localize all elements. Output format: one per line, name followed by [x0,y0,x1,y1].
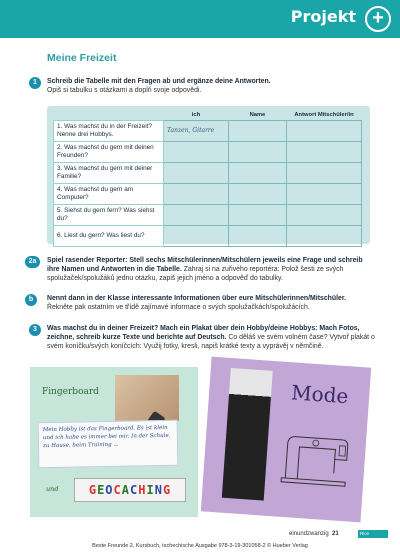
classmate-answer-cell [287,204,362,225]
table-row [54,183,362,204]
page-number-word: einundzwanzig [289,531,329,537]
table-row [54,141,362,162]
table-header-ich: ich [191,111,201,118]
task-3-text-de: Was machst du in deiner Freizeit? Mach ein Plakat über dein Hobby/deine Hobbys: Mach Fotos, zeichne, schreib kurze Texte und berichte auf Deutsch. [47,325,360,341]
task-number-1: 1 [29,77,41,89]
task-2a [47,256,377,283]
geocaching-letter: O [105,483,114,497]
geocaching-letter: A [121,483,130,497]
answer-ich-cell [164,225,229,246]
header-bar [0,0,400,38]
classmate-answer-cell [287,183,362,204]
task-3 [47,324,377,351]
geocaching-letter: H [138,483,147,497]
dress-photo [222,368,273,501]
poster-label-geocaching [74,478,186,502]
task-3-text-cz: Co děláš ve svém volném čase? Vytvoř plakát o svém koníčku/svých koníčcích: Využij fotky, kresli, napiš krátké texty a vyprávěj v němčině. [47,334,375,350]
footer-tag: Rice [358,530,388,538]
geocaching-letter: G [162,483,172,497]
task-number-2b: b [25,294,37,306]
answer-ich-cell [164,162,229,183]
name-cell [229,225,287,246]
question-cell: 5. Siehst du gern fern? Was siehst du? [54,204,164,225]
poster-label-und: und [46,485,59,493]
page-title: Projekt [290,7,356,26]
geocaching-letter: E [97,483,106,497]
task-2b [47,294,377,312]
geocaching-letter: C [113,483,122,497]
answer-ich-cell [164,183,229,204]
question-cell: 3. Was machst du gern mit deiner Familie? [54,162,164,183]
task-number-2a: 2a [25,256,40,268]
table-header-name: Name [249,111,266,118]
table-row [54,120,362,141]
answers-table [53,110,362,247]
table-header-questions [54,110,164,120]
task-2b-text-cz: Řekněte pak ostatním ve třídě zajímavé informace o svých spolužačkách/spolužácích. [47,304,310,311]
table-header-row [54,110,362,120]
classmate-answer-cell [287,141,362,162]
page-number [289,531,339,537]
task-2a-text-cz: Zahraj si na zuřivého reportéra: Polož šesti ze svých spolužaček/spolužáků jednu otázku, zapiš jejich jméno a odpověď do tabulky. [47,266,344,282]
geocaching-letter: C [130,483,139,497]
name-cell [229,183,287,204]
plus-circle-icon: + [365,6,391,32]
geocaching-letter: I [146,483,155,497]
footer-source: Beste Freunde 2, Kursbuch, tschechische Ausgabe 978-3-19-301058-2 © Hueber Verlag [92,543,308,549]
task-1-text-cz: Opiš si tabulku s otázkami a doplň svoje odpovědi. [47,87,202,94]
task-2a-text-de: Spiel rasender Reporter: Stell sechs Mitschülerinnen/Mitschülern jeweils eine Frage und schreib ihre Namen und Antworten in die Tabelle. [47,257,363,273]
answer-ich-cell [164,204,229,225]
table-row [54,225,362,246]
classmate-answer-cell [287,225,362,246]
page-number-digits: 21 [332,531,339,537]
question-cell: 1. Was machst du in der Freizeit? Nenne drei Hobbys. [54,120,164,141]
question-cell: 6. Liest du gern? Was liest du? [54,225,164,246]
task-2b-text-de: Nennt dann in der Klasse interessante Informationen über eure Mitschülerinnen/Mitschüler. [47,295,347,302]
classmate-answer-cell [287,120,362,141]
section-title: Meine Freizeit [47,52,117,64]
table-header-answer: Antwort Mitschüler/in [294,111,354,118]
poster-handwritten-note: Mein Hobby ist das Fingerboard. Es ist klein und ich habe es immer bei mir. In der Schule, zu Hause, beim Training ... [38,420,179,468]
name-cell [229,120,287,141]
task-1-text-de: Schreib die Tabelle mit den Fragen ab und ergänze deine Antworten. [47,78,271,85]
answer-ich-cell [164,141,229,162]
poster-label-fingerboard: Fingerboard [42,387,99,397]
name-cell [229,162,287,183]
name-cell [229,141,287,162]
task-number-3: 3 [29,324,41,336]
poster-fingerboard [30,367,198,517]
question-cell: 2. Was machst du gern mit deinen Freunden? [54,141,164,162]
geocaching-letter: N [154,483,163,497]
question-cell: 4. Was machst du gern am Computer? [54,183,164,204]
name-cell [229,204,287,225]
answer-ich-cell: Tanzen, Gitarre [164,120,229,141]
poster-label-mode: Mode [290,380,350,409]
task-1 [47,77,377,95]
classmate-answer-cell [287,162,362,183]
answers-table-panel [47,106,370,244]
geocaching-letter: G [88,483,98,497]
fingerboard-photo [115,375,179,421]
table-row [54,162,362,183]
sewing-machine-icon [273,429,357,488]
poster-mode [201,357,371,523]
table-row [54,204,362,225]
